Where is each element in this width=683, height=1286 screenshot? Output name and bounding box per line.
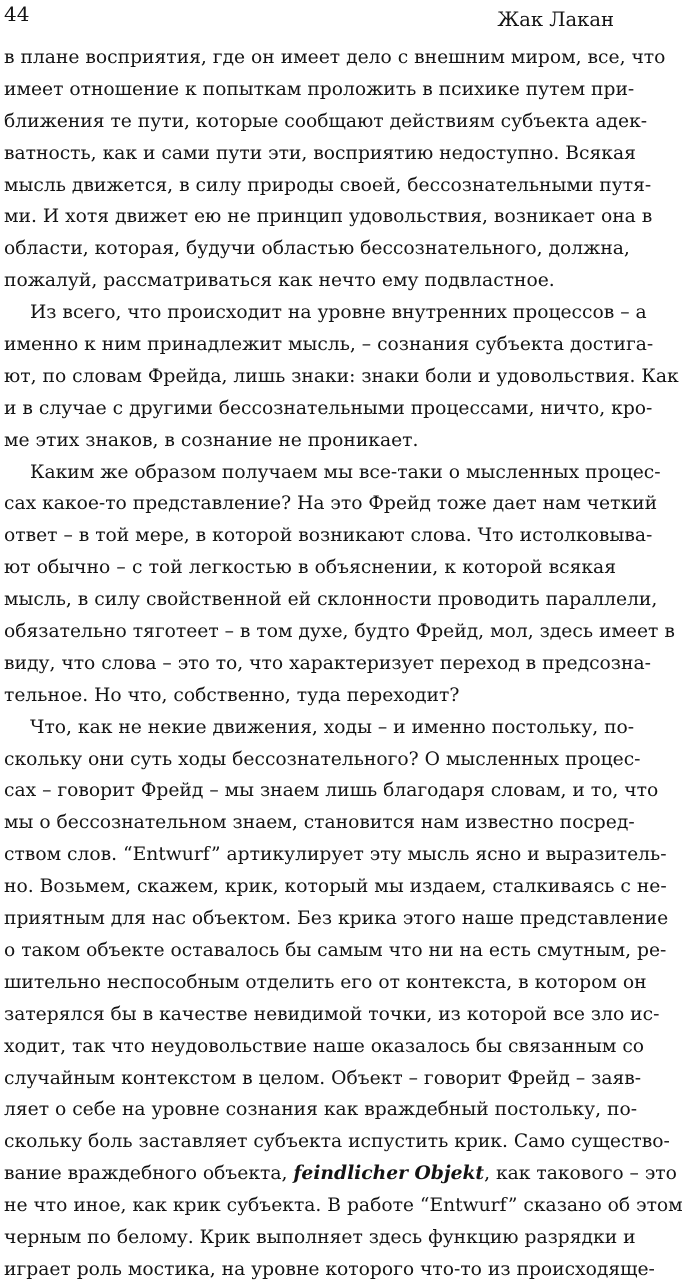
text-fragment: , как такового – это bbox=[484, 1163, 677, 1185]
text-line: черным по белому. Крик выполняет здесь функцию разрядки и bbox=[4, 1226, 636, 1248]
text-line: Из всего, что происходит на уровне внутренних процессов – а bbox=[30, 302, 647, 324]
text-line: приятным для нас объектом. Без крика этого наше представление bbox=[4, 908, 669, 930]
text-line: именно к ним принадлежит мысль, – сознания субъекта достига- bbox=[4, 334, 654, 356]
italic-term: feindlicher Objekt bbox=[293, 1162, 485, 1185]
text-line: ми. И хотя движет ею не принцип удовольствия, возникает она в bbox=[4, 206, 653, 228]
text-line: ют обычно – с той легкостью в объяснении, к которой всякая bbox=[4, 557, 616, 579]
text-line: ют, по словам Фрейда, лишь знаки: знаки боли и удовольствия. Как bbox=[4, 365, 679, 387]
text-line: играет роль мостика, на уровне которого что-то из происходяще- bbox=[4, 1258, 655, 1280]
text-line: имеет отношение к попыткам проложить в психике путем при- bbox=[4, 78, 635, 100]
text-line: затерялся бы в качестве невидимой точки, из которой все зло ис- bbox=[4, 1003, 660, 1025]
text-line: шительно неспособным отделить его от контекста, в котором он bbox=[4, 971, 647, 993]
text-fragment: вание враждебного объекта, bbox=[4, 1163, 294, 1185]
text-line: Что, как не некие движения, ходы – и именно постольку, по- bbox=[30, 716, 635, 738]
text-line: ме этих знаков, в сознание не проникает. bbox=[4, 429, 419, 451]
text-line-with-italic bbox=[4, 1158, 677, 1190]
text-line: виду, что слова – это то, что характеризует переход в предсозна- bbox=[4, 652, 651, 674]
text-line: случайным контекстом в целом. Объект – говорит Фрейд – заяв- bbox=[4, 1067, 642, 1089]
text-line: ватность, как и сами пути эти, восприятию недоступно. Всякая bbox=[4, 142, 636, 164]
text-line: ством слов. “Entwurf” артикулирует эту мысль ясно и выразитель- bbox=[4, 844, 667, 866]
text-line: но. Возьмем, скажем, крик, который мы издаем, сталкиваясь с не- bbox=[4, 876, 667, 898]
text-line: пожалуй, рассматриваться как нечто ему подвластное. bbox=[4, 270, 555, 292]
text-line: сах какое-то представление? На это Фрейд тоже дает нам четкий bbox=[4, 493, 658, 515]
running-title: Жак Лакан bbox=[497, 8, 614, 31]
text-line: скольку боль заставляет субъекта испустить крик. Само существо- bbox=[4, 1131, 670, 1153]
text-line: Каким же образом получаем мы все-таки о мысленных процес- bbox=[30, 461, 661, 483]
page-number: 44 bbox=[4, 2, 30, 26]
text-line: тельное. Но что, собственно, туда переходит? bbox=[4, 684, 460, 706]
text-line: ляет о себе на уровне сознания как враждебный постольку, по- bbox=[4, 1099, 638, 1121]
text-line: скольку они суть ходы бессознательного? О мысленных процес- bbox=[4, 748, 641, 770]
running-head bbox=[4, 2, 616, 32]
text-line: мысль движется, в силу природы своей, бессознательными путя- bbox=[4, 174, 652, 196]
text-line: мысль, в силу свойственной ей склонности проводить параллели, bbox=[4, 589, 658, 611]
text-line: области, которая, будучи областью бессознательного, должна, bbox=[4, 238, 630, 260]
text-line: ходит, так что неудовольствие наше оказалось бы связанным со bbox=[4, 1035, 645, 1057]
text-line: о таком объекте оставалось бы самым что ни на есть смутным, ре- bbox=[4, 939, 667, 961]
text-line: обязательно тяготеет – в том духе, будто Фрейд, мол, здесь имеет в bbox=[4, 621, 675, 643]
text-line: ответ – в той мере, в которой возникают слова. Что истолковыва- bbox=[4, 525, 653, 547]
body-text bbox=[4, 42, 683, 1286]
text-line: и в случае с другими бессознательными процессами, ничто, кро- bbox=[4, 397, 653, 419]
text-line: мы о бессознательном знаем, становится нам известно посред- bbox=[4, 812, 635, 834]
text-line: ближения те пути, которые сообщают действиям субъекта адек- bbox=[4, 110, 648, 132]
text-line: сах – говорит Фрейд – мы знаем лишь благодаря словам, и то, что bbox=[4, 780, 659, 802]
text-line: в плане восприятия, где он имеет дело с внешним миром, все, что bbox=[4, 47, 666, 68]
text-line: не что иное, как крик субъекта. В работе “Entwurf” сказано об этом bbox=[4, 1195, 683, 1217]
